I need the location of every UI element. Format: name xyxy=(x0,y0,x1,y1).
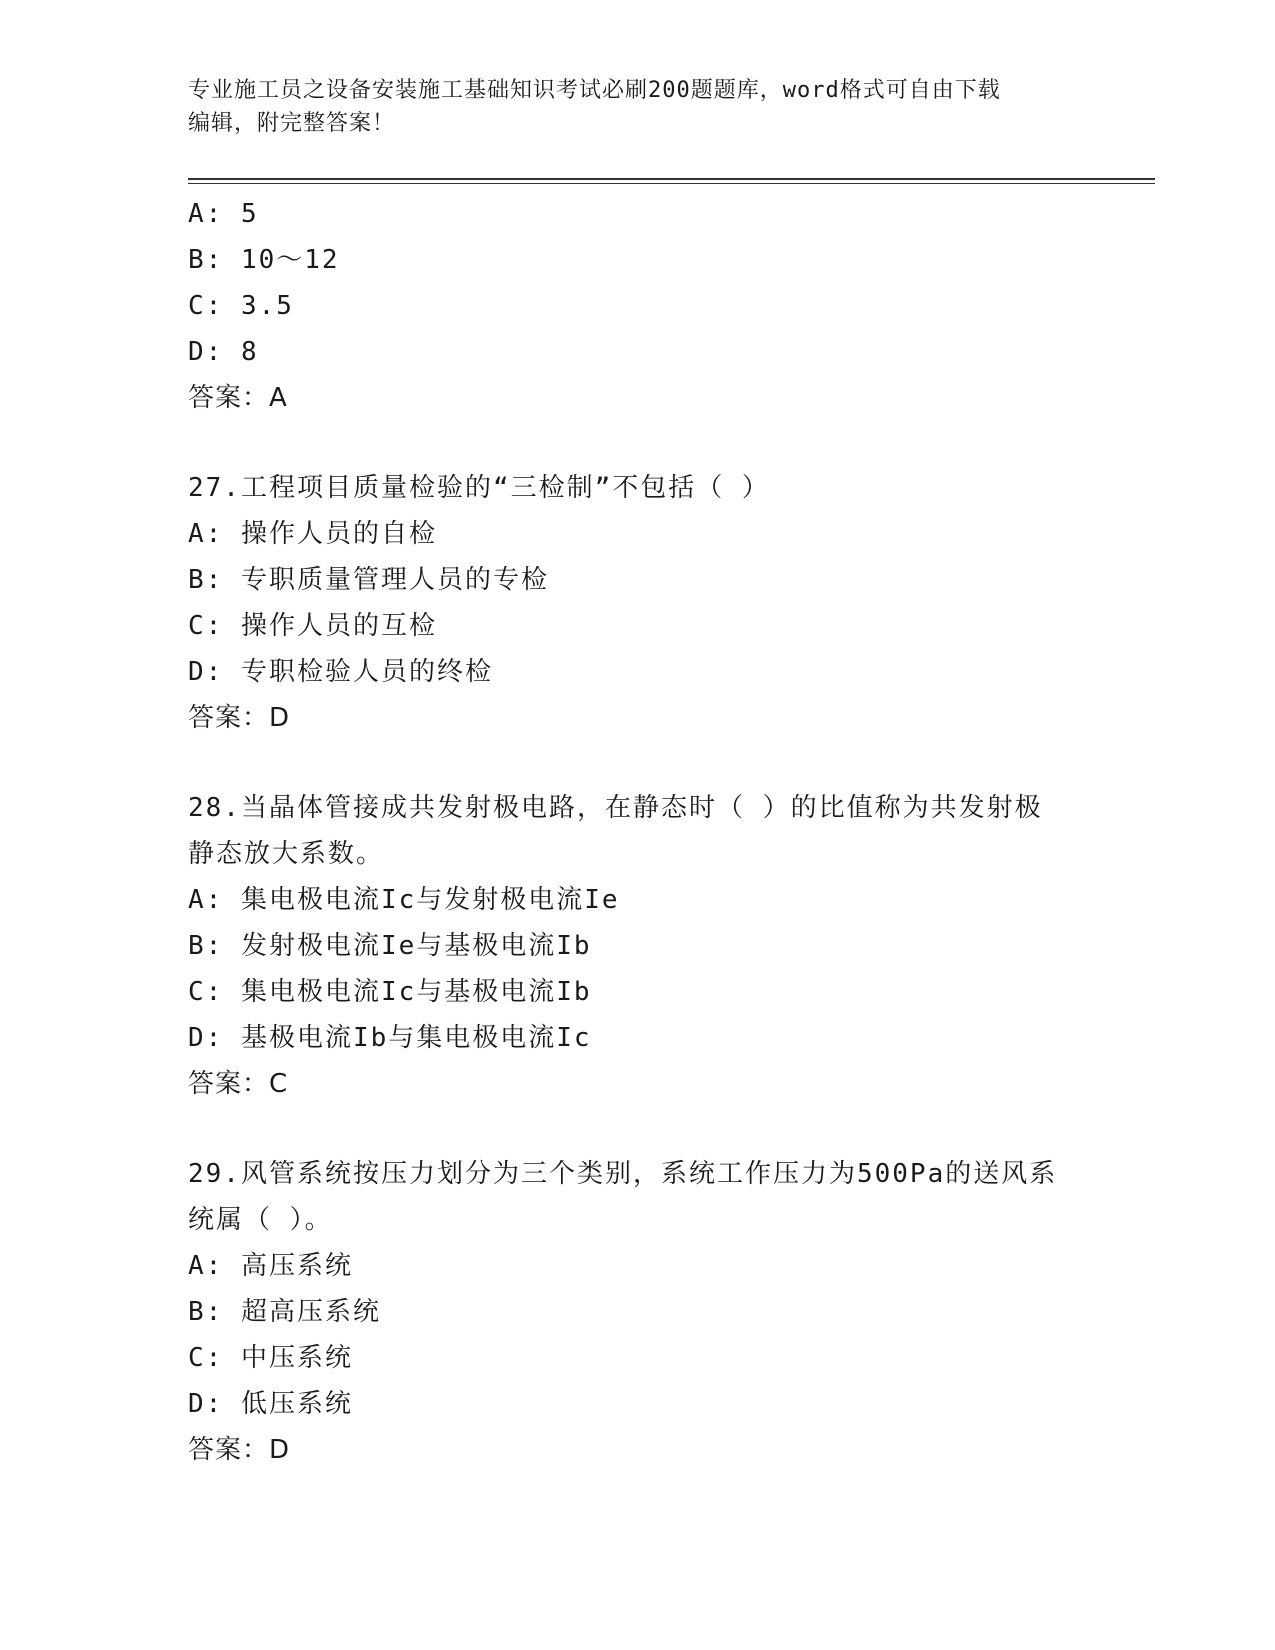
question-28 xyxy=(188,785,1088,1107)
option-d: D: 基极电流Ib与集电极电流Ic xyxy=(188,1023,592,1053)
question-27 xyxy=(188,465,1088,741)
option-d: D: 专职检验人员的终检 xyxy=(188,657,493,687)
spacer xyxy=(188,741,1088,785)
spacer xyxy=(188,1107,1088,1151)
answer-label: 答案：C xyxy=(188,1069,289,1099)
question-stem: 27.工程项目质量检验的“三检制”不包括（ ） xyxy=(188,473,770,503)
option-c: C: 中压系统 xyxy=(188,1343,353,1373)
option-a: A: 高压系统 xyxy=(188,1251,353,1281)
question-stem-line-2: 统属（ ）。 xyxy=(188,1205,333,1235)
option-b: B: 超高压系统 xyxy=(188,1297,381,1327)
option-a: A: 5 xyxy=(188,199,259,229)
option-b: B: 专职质量管理人员的专检 xyxy=(188,565,549,595)
option-b: B: 发射极电流Ie与基极电流Ib xyxy=(188,931,592,961)
answer-label: 答案：A xyxy=(188,383,288,413)
header-title-line-1: 专业施工员之设备安装施工基础知识考试必刷200题题库，word格式可自由下载 xyxy=(188,78,1001,103)
option-c: C: 集电极电流Ic与基极电流Ib xyxy=(188,977,592,1007)
option-c: C: 3.5 xyxy=(188,291,294,321)
header-divider xyxy=(188,178,1155,184)
option-d: D: 低压系统 xyxy=(188,1389,353,1419)
option-d: D: 8 xyxy=(188,337,259,367)
question-stem-line-1: 28.当晶体管接成共发射极电路，在静态时（ ）的比值称为共发射极 xyxy=(188,793,1043,823)
option-b: B: 10～12 xyxy=(188,245,340,275)
option-a: A: 操作人员的自检 xyxy=(188,519,437,549)
option-c: C: 操作人员的互检 xyxy=(188,611,437,641)
answer-label: 答案：D xyxy=(188,1435,291,1465)
option-a: A: 集电极电流Ic与发射极电流Ie xyxy=(188,885,620,915)
question-list xyxy=(188,191,1088,1473)
header-title-line-2: 编辑，附完整答案！ xyxy=(188,111,396,136)
question-29 xyxy=(188,1151,1088,1473)
spacer xyxy=(188,421,1088,465)
question-stem-line-1: 29.风管系统按压力划分为三个类别，系统工作压力为500Pa的送风系 xyxy=(188,1159,1058,1189)
document-header xyxy=(188,74,1088,140)
answer-label: 答案：D xyxy=(188,703,291,733)
question-26 xyxy=(188,191,1088,421)
question-stem-line-2: 静态放大系数。 xyxy=(188,839,385,869)
